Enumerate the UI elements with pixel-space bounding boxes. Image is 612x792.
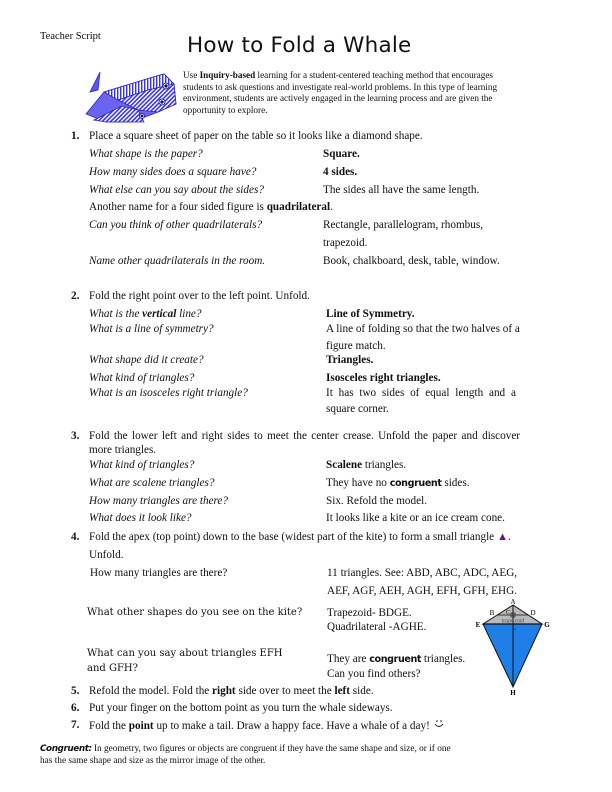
answer: 11 triangles. See: ABD, ABC, ADC, AEG, bbox=[327, 567, 518, 579]
question: Can you think of other quadrilaterals? bbox=[89, 219, 263, 231]
kite-label-f: F bbox=[512, 627, 516, 634]
question: Name other quadrilaterals in the room. bbox=[89, 255, 266, 267]
note: Another name for a four sided figure is quadrilateral. bbox=[89, 201, 333, 213]
page-title: How to Fold a Whale bbox=[187, 33, 412, 58]
question-continued: and GFH? bbox=[87, 663, 138, 674]
definition-term: Congruent: bbox=[40, 744, 92, 754]
answer-continued: square corner. bbox=[326, 403, 389, 415]
step-number: 7. bbox=[71, 719, 80, 731]
answer: They are congruent triangles. bbox=[327, 653, 466, 665]
answer: Isosceles right triangles. bbox=[326, 372, 441, 384]
whale-eye bbox=[141, 115, 144, 118]
step-number: 1. bbox=[71, 130, 80, 142]
answer: Scalene triangles. bbox=[326, 459, 407, 471]
answer: The sides all have the same length. bbox=[323, 184, 480, 196]
answer: Six. Refold the model. bbox=[326, 495, 427, 507]
question: What kind of triangles? bbox=[89, 372, 195, 384]
question: What does it look like? bbox=[89, 512, 192, 524]
question: How many triangles are there? bbox=[90, 567, 228, 579]
answer: Square. bbox=[323, 148, 360, 160]
question: What is an isosceles right triangle? bbox=[89, 387, 248, 399]
answer-continued: Quadrilateral -AGHE. bbox=[327, 621, 427, 633]
answer: Rectangle, parallelogram, rhombus, bbox=[323, 219, 483, 231]
congruent-definition: Congruent: In geometry, two figures or objects are congruent if they have the same shape and size, or if one bbox=[40, 744, 451, 754]
question: What is the vertical line? bbox=[89, 308, 202, 320]
step-number: 2. bbox=[71, 290, 80, 302]
whale-tail bbox=[90, 72, 100, 92]
question: What is a line of symmetry? bbox=[89, 323, 214, 335]
kite-diagram bbox=[470, 594, 560, 696]
question: What kind of triangles? bbox=[89, 459, 195, 471]
question: What other shapes do you see on the kite? bbox=[87, 607, 303, 618]
step-number: 5. bbox=[71, 685, 80, 697]
answer-continued: Can you find others? bbox=[327, 668, 421, 680]
answer: Trapezoid- BDGE. bbox=[327, 607, 412, 619]
answer: They have no congruent sides. bbox=[326, 477, 470, 489]
step-number: 3. bbox=[71, 430, 80, 442]
step-4-instruction: Fold the apex (top point) down to the base (widest part of the kite) to form a small triangle ▲. bbox=[89, 531, 511, 543]
teacher-script-label: Teacher Script bbox=[40, 31, 101, 42]
step-3-instruction: Fold the lower left and right sides to meet the center crease. Unfold the paper and discover bbox=[89, 430, 521, 442]
kite-label-h: H bbox=[510, 689, 516, 696]
kite-label-g: G bbox=[544, 621, 550, 629]
answer-continued: trapezoid. bbox=[323, 237, 368, 249]
answer: Triangles. bbox=[326, 354, 374, 366]
whale-eye bbox=[164, 84, 167, 87]
kite-label-e: E bbox=[475, 621, 481, 629]
question: How many sides does a square have? bbox=[89, 166, 257, 178]
trapezoid-label: trapezoid bbox=[501, 618, 525, 625]
step-1-instruction: Place a square sheet of paper on the table so it looks like a diamond shape. bbox=[89, 130, 423, 142]
step-4-instruction-continued: Unfold. bbox=[89, 549, 124, 561]
answer: A line of folding so that the two halves of a bbox=[326, 323, 520, 335]
answer: It looks like a kite or an ice cream cone. bbox=[326, 512, 505, 524]
step-2-instruction: Fold the right point over to the left point. Unfold. bbox=[89, 290, 310, 302]
step-3-instruction-continued: more triangles. bbox=[89, 444, 157, 456]
answer: Book, chalkboard, desk, table, window. bbox=[323, 255, 500, 267]
question: What shape did it create? bbox=[89, 354, 204, 366]
step-5-instruction: Refold the model. Fold the right side over to meet the left side. bbox=[89, 685, 374, 697]
answer-continued: AEF, AGF, AEH, AGH, EFH, GFH, EHG. bbox=[327, 585, 517, 597]
question: How many triangles are there? bbox=[89, 495, 228, 507]
smiley-face-icon bbox=[433, 718, 445, 730]
answer: 4 sides. bbox=[323, 166, 358, 178]
step-6-instruction: Put your finger on the bottom point as you turn the whale sideways. bbox=[89, 702, 393, 714]
kite-label-c: C bbox=[505, 610, 511, 616]
kite-label-b: B bbox=[489, 609, 495, 617]
congruent-definition-continued: has the same shape and size as the mirror image of the other. bbox=[40, 756, 266, 766]
question: What can you say about triangles EFH bbox=[87, 648, 283, 659]
question: What else can you say about the sides? bbox=[89, 184, 264, 196]
whale-eye bbox=[160, 100, 163, 103]
purple-triangle-icon: ▲ bbox=[496, 531, 509, 543]
question: What shape is the paper? bbox=[89, 148, 203, 160]
origami-whale-illustration bbox=[78, 64, 190, 126]
kite-label-a: A bbox=[510, 598, 516, 606]
intro-paragraph: Use Inquiry-based learning for a student-centered teaching method that encourages students to ask questions and investigate real-world problems. In this type of learning environment, students are actively engaged in the learning process and are given the opportunity to explore. bbox=[183, 70, 498, 115]
kite-label-d: D bbox=[530, 609, 536, 617]
question: What are scalene triangles? bbox=[89, 477, 215, 489]
step-number: 6. bbox=[71, 702, 80, 714]
answer: Line of Symmetry. bbox=[326, 308, 415, 320]
answer: It has two sides of equal length and a bbox=[326, 387, 516, 399]
step-number: 4. bbox=[71, 531, 80, 543]
answer-continued: figure match. bbox=[326, 340, 386, 352]
step-7-instruction: Fold the point up to make a tail. Draw a happy face. Have a whale of a day! bbox=[89, 718, 445, 733]
